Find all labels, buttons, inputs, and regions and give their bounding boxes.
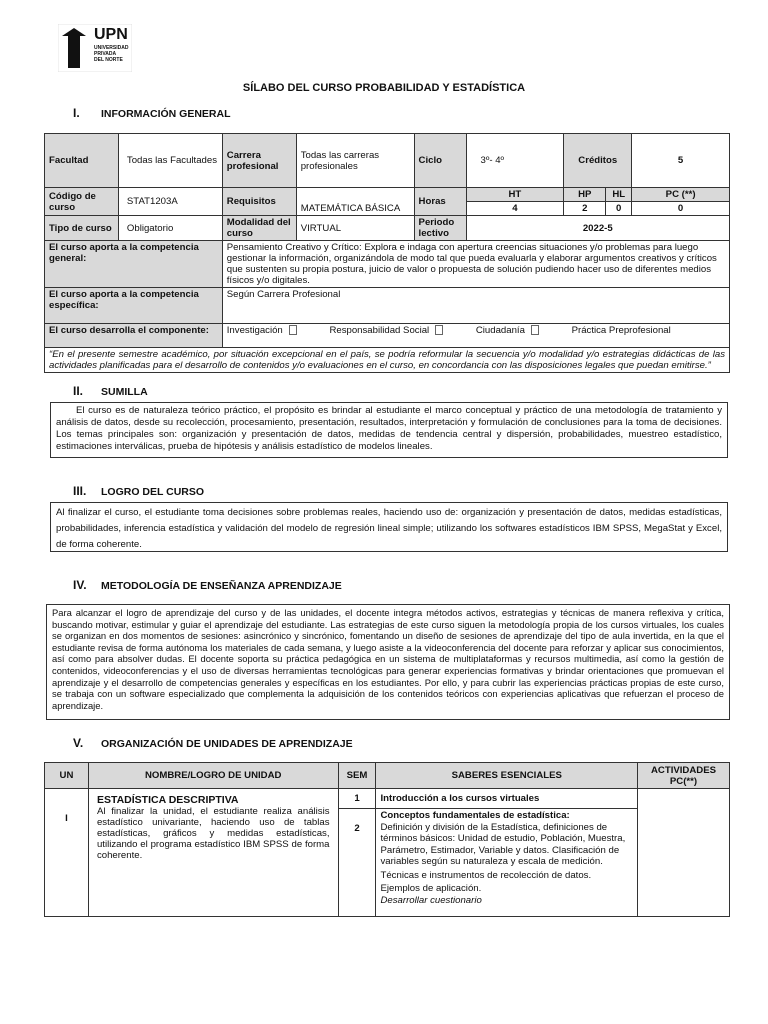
checkbox-icon bbox=[531, 325, 539, 335]
tipo-value: Obligatorio bbox=[118, 216, 222, 241]
competencia-general-value: Pensamiento Creativo y Crítico: Explora e indaga con apertura creencias situaciones y/o problemas para luego gestionar la información, organizándola de modo tal que pueda evaluarla y elaborar argumentos creativos y críticos que sustenten su propia postura, juicio de valor o propuesta de solución pudiendo hacer uso de diferentes medios físicos y/o digitales. bbox=[222, 241, 729, 288]
codigo-value: STAT1203A bbox=[118, 188, 222, 216]
section-5-label: ORGANIZACIÓN DE UNIDADES DE APRENDIZAJE bbox=[101, 738, 353, 750]
section-2-label: SUMILLA bbox=[101, 386, 148, 398]
section-4-heading bbox=[73, 578, 342, 592]
sumilla-text: El curso es de naturaleza teórico práctico, el propósito es brindar al estudiante el marco conceptual y práctico de una metodología de tratamiento y análisis de datos, desde su recolección, procesamiento, presentación, resultados, interpretación y formulación de conclusiones para la toma de decisiones. Los temas principales son: organización y presentación de datos, medidas de tendencia central y dispersión, probabilidades, muestreo estadístico, estimaciones interválicas, prueba de hipótesis y análisis estadístico de modelos lineales. bbox=[50, 402, 728, 458]
units-header-un: UN bbox=[45, 763, 89, 789]
units-header-sem: SEM bbox=[338, 763, 376, 789]
periodo-label: Periodo lectivo bbox=[414, 216, 466, 241]
saber-2-c: Ejemplos de aplicación. bbox=[380, 883, 482, 894]
creditos-label: Créditos bbox=[564, 134, 632, 188]
saber-2-a: Definición y división de la Estadística, definiciones de términos básicos: Unidad de estudio, Población, Muestra, Parámetro, Estimador, Variable y datos. Clasificación de variables según su naturaleza y escala de medición. bbox=[380, 821, 626, 867]
componente-list bbox=[222, 324, 729, 348]
saber-2-b: Técnicas e instrumentos de recolección de datos. bbox=[380, 869, 592, 881]
section-4-label: METODOLOGÍA DE ENSEÑANZA APRENDIZAJE bbox=[101, 580, 342, 592]
unit-saber-2 bbox=[376, 809, 638, 917]
section-5-num: V. bbox=[73, 736, 84, 750]
requisitos-label: Requisitos bbox=[222, 188, 296, 216]
checkbox-icon bbox=[289, 325, 297, 335]
units-header-nombre: NOMBRE/LOGRO DE UNIDAD bbox=[88, 763, 338, 789]
competencia-general-label: El curso aporta a la competencia general: bbox=[45, 241, 223, 288]
ciclo-label: Ciclo bbox=[414, 134, 466, 188]
logo-sub1: UNIVERSIDAD bbox=[94, 45, 129, 51]
upn-logo bbox=[58, 24, 132, 72]
pc-label: PC (**) bbox=[632, 188, 730, 202]
unit-sem-1: 1 bbox=[338, 789, 376, 809]
competencia-especifica-label: El curso aporta a la competencia específica: bbox=[45, 288, 223, 324]
section-3-num: III. bbox=[73, 484, 87, 498]
modalidad-value: VIRTUAL bbox=[296, 216, 414, 241]
ht-value: 4 bbox=[466, 202, 564, 216]
logo-sub3: DEL NORTE bbox=[94, 57, 123, 63]
codigo-label: Código de curso bbox=[45, 188, 119, 216]
section-2-num: II. bbox=[73, 384, 84, 398]
hp-value: 2 bbox=[564, 202, 606, 216]
logo-sub2: PRIVADA bbox=[94, 51, 117, 57]
section-4-num: IV. bbox=[73, 578, 87, 592]
unit-sem-2: 2 bbox=[338, 809, 376, 917]
carrera-label: Carrera profesional bbox=[222, 134, 296, 188]
section-1-label: INFORMACIÓN GENERAL bbox=[101, 108, 231, 120]
modalidad-label: Modalidad del curso bbox=[222, 216, 296, 241]
hl-value: 0 bbox=[606, 202, 632, 216]
ht-label: HT bbox=[466, 188, 564, 202]
logro-text: Al finalizar el curso, el estudiante toma decisiones sobre problemas reales, haciendo uso de: organización y presentación de datos, medidas estadísticas, probabilidades, inferencia estadística y validación del modelo de regresión lineal simple; utilizando los softwares estadísticos IBM SPSS, MegaStat y Excel, de forma coherente. bbox=[50, 502, 728, 552]
section-1-num: I. bbox=[73, 106, 80, 120]
section-2-heading bbox=[73, 384, 148, 398]
unit-name-cell bbox=[88, 789, 338, 917]
units-header-actividades: ACTIVIDADES PC(**) bbox=[638, 763, 730, 789]
unit-saber-1: Introducción a los cursos virtuales bbox=[376, 789, 638, 809]
unit-name: ESTADÍSTICA DESCRIPTIVA bbox=[96, 794, 239, 806]
unit-logro: Al finalizar la unidad, el estudiante realiza análisis estadístico univariante, haciendo uso de tablas estadísticas, gráficos y medidas estadísticas, utilizando el programa estadístico IBM SPSS de forma coherente. bbox=[96, 806, 330, 861]
section-5-heading bbox=[73, 736, 353, 750]
componente-investigacion: Investigación bbox=[226, 325, 283, 336]
competencia-especifica-value: Según Carrera Profesional bbox=[222, 288, 729, 324]
componente-practica: Práctica Preprofesional bbox=[571, 325, 671, 336]
pc-value: 0 bbox=[632, 202, 730, 216]
facultad-label: Facultad bbox=[45, 134, 119, 188]
carrera-value: Todas las carreras profesionales bbox=[296, 134, 414, 188]
section-3-label: LOGRO DEL CURSO bbox=[101, 486, 205, 498]
info-table bbox=[44, 133, 730, 373]
unit-number: I bbox=[45, 789, 89, 917]
units-table bbox=[44, 762, 730, 917]
creditos-value: 5 bbox=[632, 134, 730, 188]
metodologia-text: Para alcanzar el logro de aprendizaje del curso y de las unidades, el docente integra métodos activos, estrategias y técnicas de manera reflexiva y crítica, buscando motivar, estimular y guiar el aprendizaje del estudiante. Las estrategias de este curso siguen la metodología propia de los cursos virtuales, los cuales se organizan en dos momentos de sesiones: asincrónico y sincrónico, fomentando un diseño de sesiones de aprendizaje del tipo de aula invertida, en la que el estudiante revisa de forma autónoma los materiales de cada semana, y luego asiste a la videoconferencia del docente para reforzar y aplicar sus conocimientos, así como para absolver dudas. El docente soporta su práctica pedagógica en un sistema de multiplataformas y recursos multimedia, así como la gestión de contenidos, videoconferencias y el uso de diversas herramientas tecnológicas para generar experiencias formativas y brindar orientaciones que promuevan el aprendizaje y el desarrollo de competencias generales y específicas en los estudiantes. Por ello, y para cubrir las experiencias prácticas propias de este curso, se trabaja con un software especializado que complementa la adquisición de los contenidos teóricos con experiencias aplicativas que refuerzan el proceso de aprendizaje. bbox=[46, 604, 730, 720]
componente-label: El curso desarrolla el componente: bbox=[45, 324, 223, 348]
facultad-value: Todas las Facultades bbox=[118, 134, 222, 188]
nota-excepcional: “En el presente semestre académico, por situación excepcional en el país, se podría reformular la secuencia y/o modalidad y/o estrategias didácticas de las actividades planificadas para el desarrollo de contenidos y/o evaluaciones en el curso, en concordancia con las disposiciones legales que puedan emitirse.” bbox=[45, 348, 730, 373]
units-header-saberes: SABERES ESENCIALES bbox=[376, 763, 638, 789]
periodo-value: 2022-5 bbox=[466, 216, 729, 241]
componente-responsabilidad: Responsabilidad Social bbox=[329, 325, 430, 336]
section-1-heading bbox=[73, 106, 231, 120]
ciclo-value: 3º- 4º bbox=[466, 134, 564, 188]
saber-2-title: Conceptos fundamentales de estadística: bbox=[380, 810, 570, 821]
horas-label: Horas bbox=[414, 188, 466, 216]
saber-2-d: Desarrollar cuestionario bbox=[380, 894, 482, 906]
componente-ciudadania: Ciudadanía bbox=[475, 325, 525, 336]
hp-label: HP bbox=[564, 188, 606, 202]
document-title: SÍLABO DEL CURSO PROBABILIDAD Y ESTADÍSTICA bbox=[242, 82, 526, 94]
hl-label: HL bbox=[606, 188, 632, 202]
section-3-heading bbox=[73, 484, 204, 498]
tipo-label: Tipo de curso bbox=[45, 216, 119, 241]
checkbox-icon bbox=[435, 325, 443, 335]
unit-actividades bbox=[638, 789, 730, 917]
requisitos-value: MATEMÁTICA BÁSICA bbox=[296, 188, 414, 216]
logo-text: UPN bbox=[94, 26, 128, 43]
